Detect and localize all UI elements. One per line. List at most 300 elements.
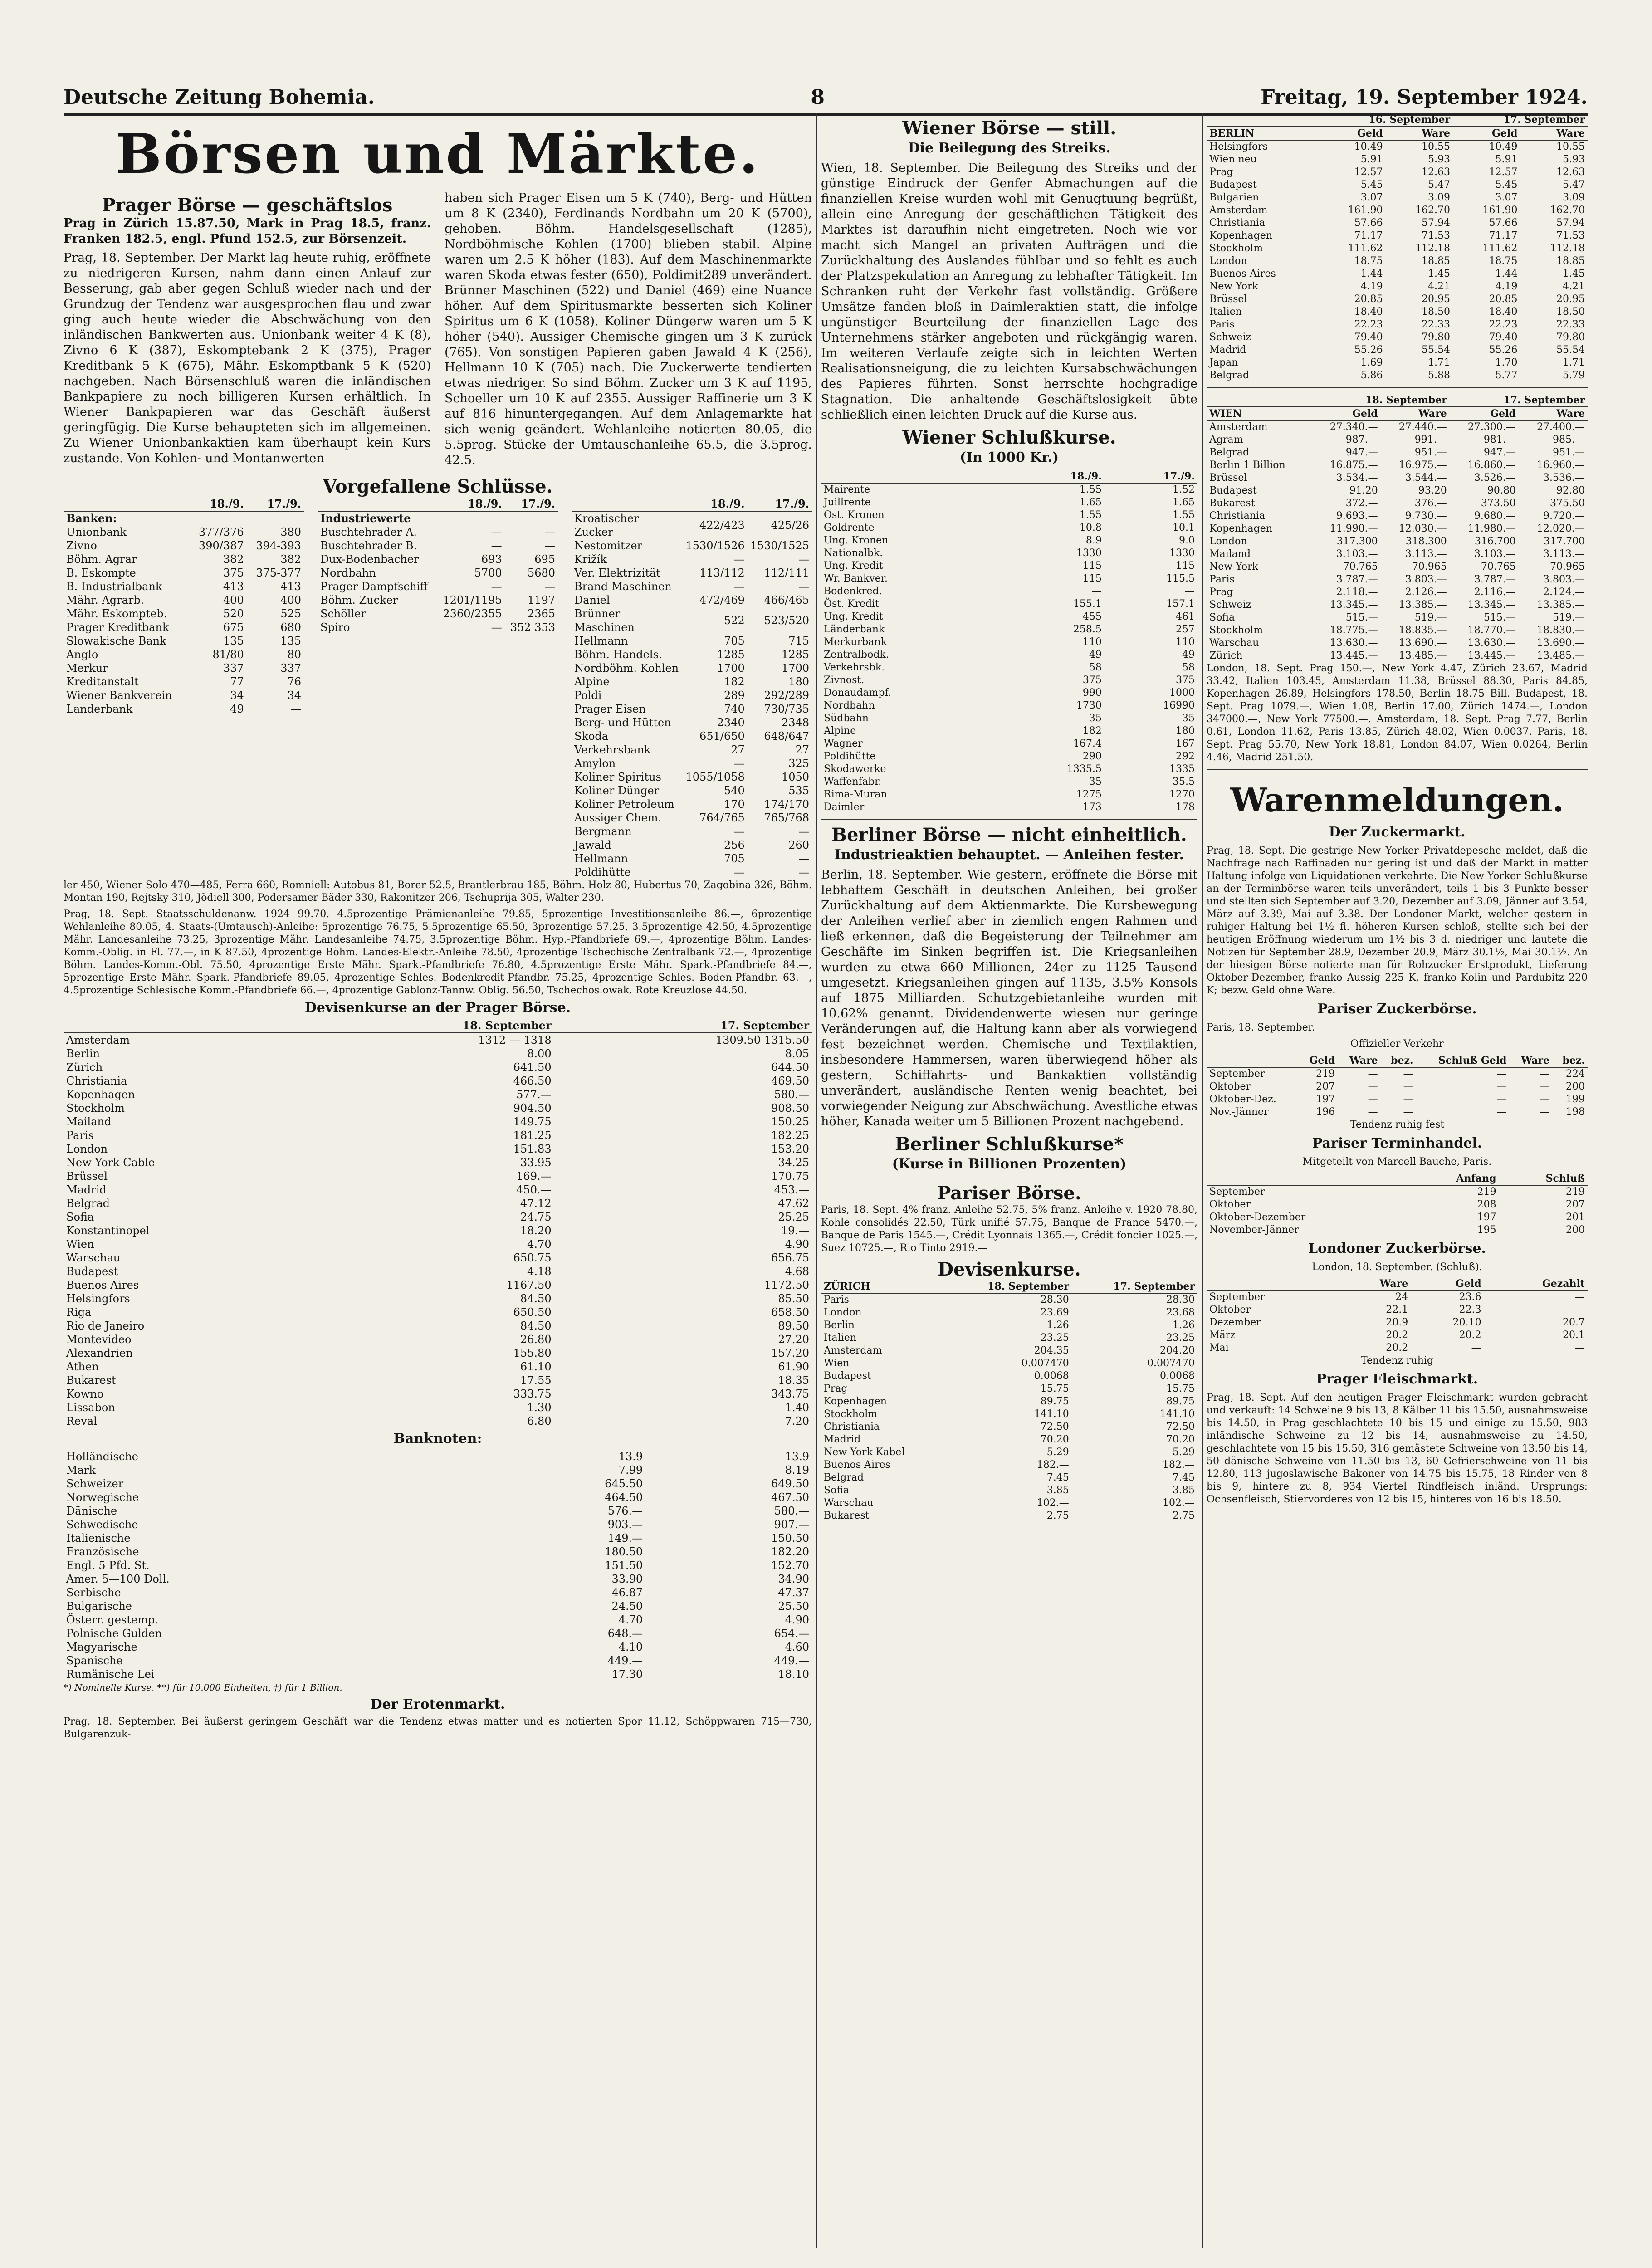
table-value-cell: 199 <box>1566 1094 1585 1105</box>
table-value-cell: 151.50 <box>605 1559 643 1572</box>
table-value-cell: 79.80 <box>1422 332 1451 343</box>
table-row <box>64 1224 812 1237</box>
table-value-cell: — <box>1471 1342 1481 1354</box>
table-value-cell: 3.85 <box>1046 1485 1069 1496</box>
berliner-boerse-sub: Industrieaktien behauptet. — Anleihen fester. <box>834 847 1184 863</box>
table-row <box>821 687 1197 699</box>
table-value-cell: 18.40 <box>1354 306 1383 318</box>
table-value-cell: — <box>1496 1094 1507 1105</box>
table-row <box>821 1293 1197 1306</box>
table-header-cell: Schluß Geld <box>1416 1054 1510 1067</box>
table-value-cell: 645.50 <box>605 1477 643 1490</box>
table-value-cell: 61.90 <box>778 1360 809 1373</box>
table-row <box>821 699 1197 712</box>
table-label-cell: Wien neu <box>1209 154 1257 165</box>
table-row <box>821 611 1197 623</box>
prager-boerse-article <box>64 191 812 472</box>
table-value-cell: 34.90 <box>778 1573 809 1585</box>
table-value-cell: 515.— <box>1345 612 1378 623</box>
table-row <box>64 621 304 634</box>
table-value-cell: 49 <box>1089 649 1102 660</box>
table-row <box>821 483 1197 496</box>
table-value-cell: 705 <box>723 635 745 647</box>
table-value-cell: 1312 — 1318 <box>478 1034 552 1046</box>
table-header-cell <box>821 470 1003 483</box>
table-header-cell: bez. <box>1552 1054 1588 1067</box>
table-row <box>1207 1304 1588 1316</box>
table-value-cell: 23.68 <box>1166 1307 1195 1318</box>
table-label-cell: New York Cable <box>66 1156 155 1169</box>
table-label-cell: Ung. Kredit <box>824 560 883 572</box>
table-value-cell: 34 <box>287 689 301 702</box>
table-label-cell: Amylon <box>574 757 616 770</box>
table-header-cell: 18./9. <box>1003 470 1105 483</box>
table-value-cell: — <box>1496 1068 1507 1080</box>
table-header-cell <box>318 497 437 511</box>
table-value-cell: 413 <box>223 580 244 593</box>
table-value-cell: 18.85 <box>1556 255 1585 267</box>
table-value-cell: 3.803.— <box>1543 574 1585 585</box>
table-header-cell: 17. September <box>554 1019 812 1033</box>
table-value-cell: 35 <box>1089 776 1102 787</box>
table-label-cell: Amsterdam <box>66 1034 130 1046</box>
table-value-cell: 1.65 <box>1079 497 1102 508</box>
table-value-cell: 18.775.— <box>1329 625 1378 636</box>
table-row <box>572 825 812 838</box>
table-row <box>572 743 812 757</box>
table-row <box>1207 586 1588 599</box>
table-value-cell: 20.85 <box>1354 293 1383 305</box>
table-label-cell: März <box>1209 1330 1236 1341</box>
table-row <box>1207 1342 1588 1354</box>
table-row <box>64 1463 812 1477</box>
table-value-cell: 70.20 <box>1040 1434 1069 1445</box>
table-label-cell: Koliner Dünger <box>574 784 660 797</box>
table-value-cell: — <box>491 526 502 538</box>
table-row <box>64 552 304 566</box>
table-value-cell: 1309.50 1315.50 <box>715 1034 809 1046</box>
table-row <box>64 1197 812 1210</box>
table-value-cell: 292 <box>1176 751 1195 762</box>
table-label-cell: Stockholm <box>1209 625 1263 636</box>
table-value-cell: 1201/1195 <box>443 594 502 606</box>
table-value-cell: 79.80 <box>1556 332 1585 343</box>
table-value-cell: 2.75 <box>1046 1510 1069 1521</box>
table-value-cell: 352 353 <box>510 621 555 634</box>
table-row <box>64 648 304 661</box>
table-row <box>821 1319 1197 1332</box>
table-label-cell: Slowakische Bank <box>66 635 166 647</box>
table-label-cell: Verkehrsbank <box>574 743 651 756</box>
table-value-cell: 208 <box>1477 1199 1496 1210</box>
table-value-cell: 180.50 <box>605 1545 643 1558</box>
table-label-cell: Buschtehrader A. <box>320 526 417 538</box>
page-number: 8 <box>811 86 825 109</box>
masthead <box>64 77 1588 116</box>
table-row <box>64 1491 812 1504</box>
table-value-cell: 113/112 <box>699 567 745 579</box>
zuckermarkt-heading: Der Zuckermarkt. <box>1329 824 1466 840</box>
table-row <box>821 560 1197 572</box>
table-value-cell: 730/735 <box>764 703 809 715</box>
table-value-cell: 651/650 <box>699 730 745 743</box>
table-label-cell: Böhm. Agrar <box>66 553 137 566</box>
table-value-cell: — <box>733 825 745 838</box>
table-label-cell: Zürich <box>1209 650 1243 661</box>
table-row <box>64 1237 812 1251</box>
table-label-cell: Bodenkred. <box>824 586 882 597</box>
table-value-cell: 18.50 <box>1422 306 1451 318</box>
table-value-cell: 84.50 <box>520 1320 552 1332</box>
table-value-cell: — <box>733 553 745 566</box>
table-value-cell: 449.— <box>607 1654 643 1667</box>
table-label-cell: Landerbank <box>66 703 133 715</box>
table-row <box>1207 1185 1588 1198</box>
table-header-cell: Anfang <box>1409 1172 1499 1185</box>
table-value-cell: 16990 <box>1163 700 1195 711</box>
devisen-zuerich-table <box>821 1280 1197 1522</box>
table-row <box>64 1265 812 1278</box>
table-row <box>821 1421 1197 1433</box>
table-value-cell: 115 <box>1176 560 1195 572</box>
table-value-cell: 150.50 <box>771 1532 809 1545</box>
table-value-cell: 167.4 <box>1073 738 1102 749</box>
table-label-cell: Mairente <box>824 484 870 495</box>
table-value-cell: 523/520 <box>764 614 809 627</box>
table-value-cell: 61.10 <box>520 1360 552 1373</box>
table-value-cell: 55.26 <box>1354 344 1383 356</box>
table-value-cell: 11.990.— <box>1329 523 1378 534</box>
table-row <box>821 1344 1197 1357</box>
table-row <box>821 1471 1197 1484</box>
table-row <box>64 702 304 716</box>
table-row <box>64 1115 812 1129</box>
table-value-cell: 110 <box>1176 636 1195 648</box>
table-label-cell: Brünner Maschinen <box>574 607 635 634</box>
table-value-cell: 1730 <box>1076 700 1102 711</box>
table-label-cell: Buenos Aires <box>824 1459 890 1471</box>
table-label-cell: Montevideo <box>66 1333 132 1346</box>
table-label-cell: Oktober <box>1209 1081 1251 1092</box>
table-value-cell: 197 <box>1477 1212 1496 1223</box>
table-label-cell: Berlin <box>66 1047 100 1060</box>
table-label-cell: Französische <box>66 1545 139 1558</box>
table-label-cell: Merkurbank <box>824 636 887 648</box>
table-row <box>572 593 812 607</box>
table-label-cell: Kowno <box>66 1388 104 1400</box>
table-label-cell: Agram <box>1209 434 1243 445</box>
table-value-cell: 10.55 <box>1422 141 1451 152</box>
table-label-cell: Schöller <box>320 607 366 620</box>
pariser-zucker-heading: Pariser Zuckerbörse. <box>1317 1001 1477 1017</box>
table-label-cell: New York <box>1209 281 1258 292</box>
table-row <box>1207 293 1588 306</box>
table-row <box>821 1510 1197 1522</box>
pariser-zucker-table-title: Offizieller Verkehr <box>1350 1038 1444 1050</box>
table-value-cell: 260 <box>788 839 809 851</box>
table-row <box>1207 230 1588 242</box>
table-value-cell: 3.113.— <box>1405 548 1447 560</box>
table-header-cell: Geld <box>1450 407 1519 420</box>
table-value-cell: 11.980.— <box>1467 523 1516 534</box>
table-value-cell: — <box>798 866 809 879</box>
table-value-cell: 675 <box>223 621 244 634</box>
table-value-cell: 3.534.— <box>1336 472 1378 484</box>
table-row <box>821 1497 1197 1510</box>
table-label-cell: Christiania <box>824 1421 880 1432</box>
table-row <box>64 1033 812 1047</box>
table-label-cell: Zürich <box>66 1061 103 1074</box>
table-row <box>64 675 304 689</box>
table-value-cell: 20.2 <box>1386 1330 1408 1341</box>
table-label-cell: London <box>1209 255 1247 267</box>
table-row <box>1207 1211 1588 1224</box>
table-value-cell: 3.103.— <box>1474 548 1516 560</box>
table-row <box>821 649 1197 661</box>
wiener-boerse-text: Wien, 18. September. Die Beilegung des Streiks und der günstige Eindruck der Genfer Abmachungen auf die finanziellen Kreise wurden wohl mit Genugtuung begrüßt, allein eine Anregung der geschäftlichen Tätigkeit des Marktes ist daraufhin nicht eingetreten. Noch wie vor macht sich Mangel an privaten Aufträgen und die Zurückhaltung des Auslandes fühlbar und so fehlt es auch der Platzspekulation an Anregung zu lebhafter Tätigkeit. Im Schranken ruht der Verkehr fast vollständig. Größere Umsätze fanden bloß in Daimleraktien statt, die infolge ungünstiger Beurteilung der finanziellen Lage des Unternehmens stärker angeboten und rückgängig waren. Im weiteren Verlaufe zeigte sich in leichten Werten Realisationsneigung, die zu leichten Kursabschwächungen des Papieres führten. Sonst herrschte hochgradige Stagnation. Die anhaltende Geschäftslosigkeit übte schließlich einen leichten Druck auf die Kurse aus. <box>821 161 1197 422</box>
table-value-cell: 27.20 <box>778 1333 809 1346</box>
pariser-zucker-table <box>1207 1054 1588 1119</box>
table-value-cell: 151.83 <box>513 1143 552 1155</box>
table-value-cell: 765/768 <box>764 811 809 824</box>
table-value-cell: 1.55 <box>1079 484 1102 495</box>
table-value-cell: 4.19 <box>1495 281 1518 292</box>
table-row <box>821 738 1197 750</box>
table-value-cell: 13.345.— <box>1467 599 1516 611</box>
table-value-cell: 9.0 <box>1179 535 1195 546</box>
table-label-cell: Waffenfabr. <box>824 776 882 787</box>
table-value-cell: 157.1 <box>1166 598 1195 610</box>
group-title: Banken: <box>66 512 117 525</box>
table-label-cell: New York Kabel <box>824 1447 905 1458</box>
table-value-cell: 649.50 <box>771 1477 809 1490</box>
table-label-cell: Daniel <box>574 594 610 606</box>
table-value-cell: 112/111 <box>764 567 809 579</box>
table-value-cell: 337 <box>223 662 244 675</box>
table-row <box>572 865 812 879</box>
table-row <box>821 598 1197 611</box>
table-value-cell: 1530/1525 <box>750 539 809 552</box>
table-value-cell: 5.45 <box>1360 179 1383 191</box>
table-value-cell: 3.544.— <box>1405 472 1447 484</box>
table-row <box>572 689 812 702</box>
table-label-cell: Engl. 5 Pfd. St. <box>66 1559 150 1572</box>
table-value-cell: 1700 <box>717 662 745 675</box>
table-row <box>821 674 1197 687</box>
table-value-cell: 23.25 <box>1040 1332 1069 1344</box>
table-row <box>64 1504 812 1518</box>
table-value-cell: 1.26 <box>1046 1320 1069 1331</box>
table-value-cell: — <box>1540 1081 1549 1092</box>
table-label-cell: Serbische <box>66 1586 121 1599</box>
table-value-cell: 1050 <box>781 771 809 783</box>
table-value-cell: 12.63 <box>1556 166 1585 178</box>
table-value-cell: 3.07 <box>1495 192 1518 203</box>
table-value-cell: 1167.50 <box>506 1279 552 1291</box>
table-label-cell: Brüssel <box>66 1170 108 1183</box>
table-value-cell: 150.25 <box>771 1115 809 1128</box>
table-value-cell: 89.75 <box>1040 1396 1069 1407</box>
table-row <box>64 1559 812 1572</box>
wien-devisen-table <box>1207 394 1588 662</box>
table-label-cell: Buenos Aires <box>66 1279 139 1291</box>
table-value-cell: 1.69 <box>1360 357 1383 368</box>
table-label-cell: Alexandrien <box>66 1347 133 1359</box>
table-value-cell: 47.62 <box>778 1197 809 1210</box>
berlin-devisen-table <box>1207 113 1588 382</box>
table-value-cell: 155.80 <box>513 1347 552 1359</box>
table-label-cell: Athen <box>66 1360 99 1373</box>
table-value-cell: 3.113.— <box>1543 548 1585 560</box>
table-header-cell: 17./9. <box>247 497 304 511</box>
table-value-cell: 22.23 <box>1354 319 1383 330</box>
table-value-cell: 22.1 <box>1386 1304 1408 1315</box>
table-label-cell: Kopenhagen <box>824 1396 887 1407</box>
zuckermarkt-text: Prag, 18. Sept. Die gestrige New Yorker Privatdepesche meldet, daß die Nachfrage nach Raffinaden nur gering ist und daß der Markt in matter Haltung infolge von Liquidationen verkehrte. Die New Yorker Schlußkurse an der Terminbörse waren teils unverändert, teils 1 bis 3 Punkte besser und stellten sich September auf 3.20, Dezember auf 3.09, Jänner auf 3.54, März auf 3.39, Mai auf 3.38. Der Londoner Markt, welcher gestern in ruhiger Haltung bei 1½ fi. höheren Kursen schloß, stellte sich bei der heutigen Eröffnung wiederum um 1½ bis 3 d. niedriger und lautete die Notizen für September 28.9, Dezember 20.9, März 30.1½, Mai 30.1½. An der hiesigen Börse notierte man für Rohzucker Erstprodukt, Lieferung Oktober-Dezember, franko Aussig 225 K, franko Kolin und Pardubitz 220 K; bezw. Geld ohne Ware. <box>1207 845 1588 996</box>
column-right <box>1207 113 1588 2248</box>
table-value-cell: 654.— <box>774 1627 809 1640</box>
table-label-cell: Böhm. Handels. <box>574 648 662 661</box>
table-value-cell: 13.385.— <box>1537 599 1585 611</box>
table-value-cell: 182.20 <box>771 1545 809 1558</box>
table-value-cell: 71.53 <box>1556 230 1585 241</box>
table-value-cell: 70.765 <box>1481 561 1516 572</box>
table-value-cell: 333.75 <box>513 1388 552 1400</box>
table-header-cell <box>1207 1172 1409 1185</box>
table-value-cell: 20.2 <box>1386 1342 1408 1354</box>
table-label-cell: Belgrad <box>1209 370 1250 381</box>
table-label-cell: Nationalbk. <box>824 547 883 559</box>
wiener-boerse-heading: Wiener Börse — still. <box>902 117 1117 139</box>
table-value-cell: 70.965 <box>1412 561 1447 572</box>
table-value-cell: — <box>1403 1081 1413 1092</box>
table-row <box>572 797 812 811</box>
berliner-schluss-heading: Berliner Schlußkurse* <box>894 1134 1124 1155</box>
table-label-cell: Rima-Muran <box>824 789 887 800</box>
table-value-cell: 35.5 <box>1173 776 1195 787</box>
table-label-cell: Paris <box>1209 319 1235 330</box>
table-label-cell: Mark <box>66 1464 96 1476</box>
table-value-cell: 28.30 <box>1040 1294 1069 1305</box>
table-row <box>64 1387 812 1401</box>
table-row <box>1207 179 1588 191</box>
erotenmarkt-text: Prag, 18. September. Bei äußerst geringem Geschäft war die Tendenz etwas matter und es notierten Spor 11.12, Schöppwaren 715—730, Bulgarenzuk- <box>64 1716 812 1740</box>
table-value-cell: 169.— <box>516 1170 552 1183</box>
pariser-boerse-heading: Pariser Börse. <box>937 1183 1081 1204</box>
table-header-cell: Ware <box>1519 407 1588 420</box>
table-row <box>572 661 812 675</box>
table-label-cell: Wagner <box>824 738 863 749</box>
table-value-cell: 12.020.— <box>1537 523 1585 534</box>
table-value-cell: 715 <box>788 635 809 647</box>
table-value-cell: 13.385.— <box>1398 599 1447 611</box>
table-value-cell: 377/376 <box>198 526 244 538</box>
table-value-cell: 8.00 <box>527 1047 552 1060</box>
table-value-cell: 1000 <box>1169 687 1195 699</box>
table-value-cell: 135 <box>223 635 244 647</box>
table-row <box>64 689 304 702</box>
table-row <box>572 607 812 634</box>
devisen-prag-heading: Devisenkurse an der Prager Börse. <box>304 1000 571 1016</box>
table-label-cell: Prag <box>1209 587 1233 598</box>
table-value-cell: 740 <box>723 703 745 715</box>
table-header-cell: Ware <box>1338 1054 1381 1067</box>
table-value-cell: 141.10 <box>1160 1408 1195 1420</box>
table-row <box>1207 1106 1588 1119</box>
table-value-cell: 2.126.— <box>1405 587 1447 598</box>
table-value-cell: — <box>1403 1094 1413 1105</box>
table-row <box>1207 369 1588 382</box>
table-value-cell: 201 <box>1566 1212 1585 1223</box>
table-row <box>64 1346 812 1360</box>
table-row <box>64 1572 812 1586</box>
table-label-cell: Christiania <box>66 1075 127 1087</box>
table-value-cell: 4.21 <box>1428 281 1451 292</box>
table-row <box>821 725 1197 738</box>
table-value-cell: 195 <box>1477 1224 1496 1236</box>
table-value-cell: 3.103.— <box>1336 548 1378 560</box>
column-divider <box>1202 113 1203 2248</box>
table-row <box>821 1357 1197 1370</box>
column-divider <box>816 113 817 2248</box>
table-value-cell: 76 <box>287 675 301 688</box>
table-value-cell: 5.86 <box>1360 370 1383 381</box>
table-label-cell: B. Industrialbank <box>66 580 162 593</box>
table-value-cell: 382 <box>280 553 301 566</box>
table-value-cell: 33.90 <box>611 1573 643 1585</box>
table-value-cell: 1285 <box>781 648 809 661</box>
table-value-cell: 1.55 <box>1173 509 1195 521</box>
table-value-cell: 8.05 <box>785 1047 809 1060</box>
table-row <box>64 1101 812 1115</box>
table-row <box>821 522 1197 534</box>
table-row <box>821 534 1197 547</box>
table-label-cell: Alpine <box>574 675 610 688</box>
table-value-cell: 1275 <box>1076 789 1102 800</box>
table-value-cell: 290 <box>1082 751 1102 762</box>
table-row <box>64 1292 812 1305</box>
table-value-cell: 22.23 <box>1489 319 1518 330</box>
table-value-cell: 70.965 <box>1550 561 1585 572</box>
table-value-cell: 115 <box>1082 573 1102 584</box>
table-row <box>1207 510 1588 523</box>
table-label-cell: Madrid <box>824 1434 861 1445</box>
table-label-cell: Ost. Kronen <box>824 509 885 521</box>
table-label-cell: Oktober-Dez. <box>1209 1094 1276 1105</box>
table-value-cell: 3.526.— <box>1474 472 1516 484</box>
table-value-cell: 764/765 <box>699 811 745 824</box>
table-row <box>64 607 304 621</box>
table-label-cell: Paris <box>1209 574 1235 585</box>
table-value-cell: 951.— <box>1553 447 1585 458</box>
table-row <box>64 1613 812 1627</box>
berliner-boerse-text: Berlin, 18. September. Wie gestern, eröffnete die Börse mit lebhaftem Geschäft in deutschen Anleihen, bei großer Zurückhaltung auf dem Aktienmarkte. Die Kursbewegung der Anleihen verlief aber in ziemlich engen Rahmen und ließ erkennen, daß die Begeisterung der Teilnehmer am Geschäfte im Sinken begriffen ist. Die Kriegsanleihen wurden zu etwa 660 Millionen, 24er zu 1125 Tausend umgesetzt. Kriegsanleihen gingen auf 1135, 3.5% Konsols auf 1875 Milliarden. Schutzgebietanleihe wurden mit 10.62% genannt. Dividendenwerte wiesen nur geringe Veränderungen auf, die Haltung kann aber als vorwiegend fest bezeichnet werden. Chemische und Textilaktien, insbesondere Hammersen, waren überwiegend höher als gestern, Schiffahrts- und Bankaktien vollständig unverändert, ausländische Renten wenig beachtet, bei vorwiegender Neigung zur Abschwächung. Avestliche etwas höher, Kanada weiter um 5 Billionen Prozent nachgebend. <box>821 868 1197 1129</box>
table-label-cell: Verkehrsbk. <box>824 662 885 673</box>
table-header-cell: 18./9. <box>683 497 748 511</box>
table-row <box>64 1450 812 1463</box>
table-label-cell: Sofia <box>66 1211 94 1223</box>
table-value-cell: 152.70 <box>771 1559 809 1572</box>
table-value-cell: 13.690.— <box>1537 637 1585 649</box>
table-value-cell: 153.20 <box>771 1143 809 1155</box>
table-value-cell: 12.63 <box>1422 166 1451 178</box>
table-label-cell: Amer. 5—100 Doll. <box>66 1573 170 1585</box>
table-value-cell: — <box>733 866 745 879</box>
table-value-cell: 72.50 <box>1040 1421 1069 1432</box>
table-label-cell: Öst. Kredit <box>824 598 880 610</box>
table-value-cell: — <box>1575 1291 1585 1303</box>
table-label-cell: Jawald <box>574 839 611 851</box>
